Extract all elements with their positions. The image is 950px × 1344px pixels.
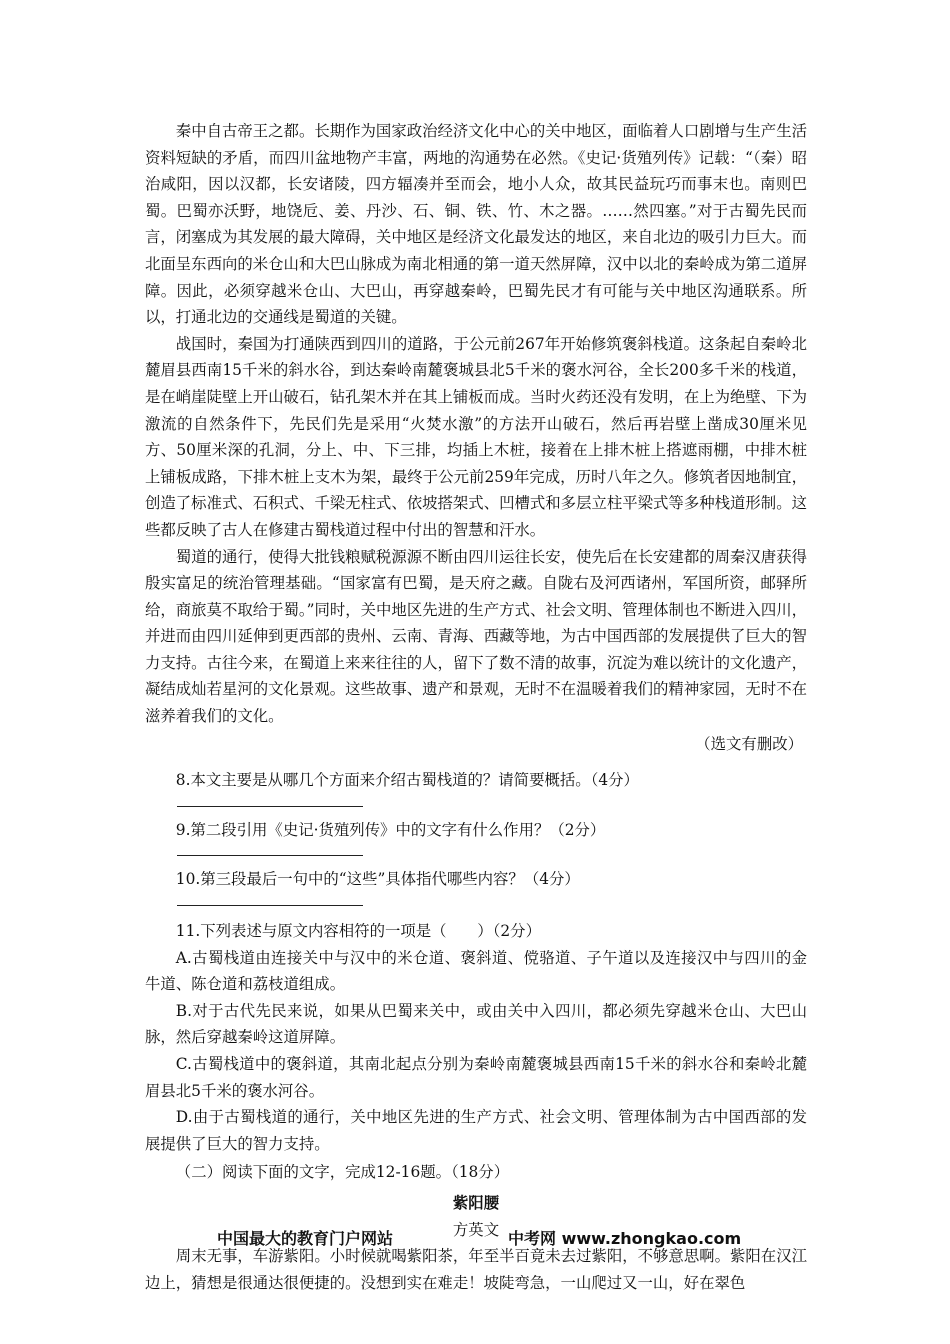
answer-line-10	[177, 893, 363, 906]
document-content	[145, 118, 807, 1296]
question-11: 11.下列表述与原文内容相符的一项是（ ）（2分）	[175, 922, 541, 941]
answer-line-9	[177, 843, 363, 856]
section-2-heading: （二）阅读下面的文字，完成12-16题。（18分）	[175, 1163, 510, 1182]
story-title: 紫阳腰	[452, 1193, 500, 1212]
question-10: 10.第三段最后一句中的“这些”具体指代哪些内容？（4分）	[175, 870, 580, 889]
footer-site-url: 中考网 www.zhongkao.com	[508, 1229, 742, 1248]
question-9: 9.第二段引用《史记·货殖列传》中的文字有什么作用？（2分）	[175, 820, 606, 839]
answer-line-8	[177, 794, 363, 807]
article-paragraph-1: 秦中自古帝王之都。长期作为国家政治经济文化中心的关中地区，面临着人口剧增与生产生活资料短缺的矛盾，而四川盆地物产丰富，两地的沟通势在必然。《史记·货殖列传》记载：“（秦）昭治咸阳，因以汉都，长安诸陵，四方辐凑并至而会，地小人众，故其民益玩巧而事末也。南则巴蜀。巴蜀亦沃野，地饶卮、姜、丹沙、石、铜、铁、竹、木之器。……然四塞。”对于古蜀先民而言，闭塞成为其发展的最大障碍，关中地区是经济文化最发达的地区，来自北边的吸引力巨大。而北面呈东西向的米仓山和大巴山脉成为南北相通的第一道天然屏障，汉中以北的秦岭成为第二道屏障。因此，必须穿越米仓山、大巴山，再穿越秦岭，巴蜀先民才有可能与关中地区沟通联系。所以，打通北边的交通线是蜀道的关键。	[145, 122, 807, 327]
option-c: C.古蜀栈道中的褒斜道，其南北起点分别为秦岭南麓褒城县西南15千米的斜水谷和秦岭北麓眉县北5千米的褒水河谷。	[145, 1055, 807, 1100]
option-a: A.古蜀栈道由连接关中与汉中的米仓道、褒斜道、傥骆道、子午道以及连接汉中与四川的金牛道、陈仓道和荔枝道组成。	[145, 948, 807, 994]
story-author: 方英文	[452, 1220, 500, 1239]
question-8: 8.本文主要是从哪几个方面来介绍古蜀栈道的？请简要概括。（4分）	[175, 771, 639, 790]
footer-site-slogan: 中国最大的教育门户网站	[217, 1229, 394, 1248]
page-footer	[0, 1226, 950, 1252]
source-note: （选文有删改）	[695, 734, 803, 753]
option-d: D.由于古蜀栈道的通行，关中地区先进的生产方式、社会文明、管理体制为古中国西部的发展提供了巨大的智力支持。	[145, 1108, 807, 1153]
story-paragraph-1: 周末无事，车游紫阳。小时候就喝紫阳茶，年至半百竟未去过紫阳，不够意思啊。紫阳在汉江边上，猜想是很通达很便捷的。没想到实在难走！坡陡弯急，一山爬过又一山，好在翠色	[145, 1247, 807, 1292]
article-paragraph-2: 战国时，秦国为打通陕西到四川的道路，于公元前267年开始修筑褒斜栈道。这条起自秦岭北麓眉县西南15千米的斜水谷，到达秦岭南麓褒城县北5千米的褒水河谷，全长200多千米的栈道，是在峭崖陡壁上开山破石，钻孔架木并在其上铺板而成。当时火药还没有发明，在上为绝壁、下为激流的自然条件下，先民们先是采用“火焚水激”的方法开山破石，然后再岩壁上凿成30厘米见方、50厘米深的孔洞，分上、中、下三排，均插上木桩，接着在上排木桩上搭遮雨棚，中排木桩上铺板成路，下排木桩上支木为架，最终于公元前259年完成，历时八年之久。修筑者因地制宜，创造了标准式、石积式、千梁无柱式、依坡搭架式、凹槽式和多层立柱平梁式等多种栈道形制。这些都反映了古人在修建古蜀栈道过程中付出的智慧和汗水。	[145, 334, 807, 539]
article-paragraph-3: 蜀道的通行，使得大批钱粮赋税源源不断由四川运往长安，使先后在长安建都的周秦汉唐获得殷实富足的统治管理基础。“国家富有巴蜀，是天府之藏。自陇右及河西诸州，军国所资，邮驿所给，商旅莫不取给于蜀。”同时，关中地区先进的生产方式、社会文明、管理体制也不断进入四川，并进而由四川延伸到更西部的贵州、云南、青海、西藏等地，为古中国西部的发展提供了巨大的智力支持。古往今来，在蜀道上来来往往的人，留下了数不清的故事，沉淀为难以统计的文化遗产，凝结成灿若星河的文化景观。这些故事、遗产和景观，无时不在温暖着我们的精神家园，无时不在滋养着我们的文化。	[145, 547, 807, 726]
option-b: B.对于古代先民来说，如果从巴蜀来关中，或由关中入四川，都必须先穿越米仓山、大巴山脉，然后穿越秦岭这道屏障。	[145, 1001, 807, 1047]
